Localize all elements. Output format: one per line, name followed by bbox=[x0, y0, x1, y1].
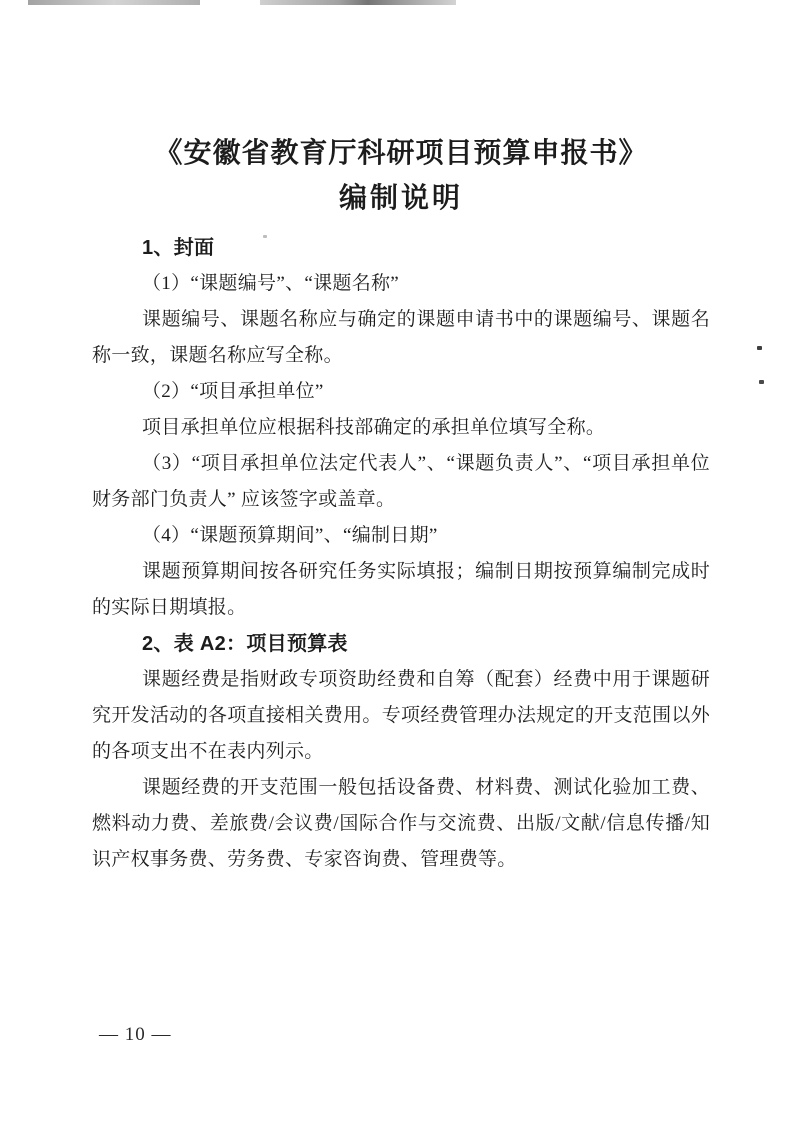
clause-2-paragraph: 项目承担单位应根据科技部确定的承担单位填写全称。 bbox=[142, 417, 606, 438]
budget-scope-paragraph: 课题经费的开支范围一般包括设备费、材料费、测试化验加工费、燃料动力费、差旅费/会议费/国际合作与交流费、出版/文献/信息传播/知识产权事务费、劳务费、专家咨询费、管理费等。 bbox=[92, 777, 710, 870]
clause-1-label: （1）“课题编号”、“课题名称” bbox=[142, 273, 400, 294]
section-heading-budget-table: 2、表 A2：项目预算表 bbox=[142, 633, 348, 655]
clause-4-label: （4）“课题预算期间”、“编制日期” bbox=[142, 525, 438, 546]
clause-3-paragraph: （3）“项目承担单位法定代表人”、“课题负责人”、“项目承担单位财务部门负责人” 应该签字或盖章。 bbox=[92, 453, 710, 510]
page-number: — 10 — bbox=[99, 1024, 172, 1045]
document-title-line2: 编制说明 bbox=[338, 182, 463, 213]
scan-streak-artifact bbox=[260, 0, 456, 5]
document-title-line1: 《安徽省教育厅科研项目预算申报书》 bbox=[154, 137, 648, 168]
clause-1-paragraph: 课题编号、课题名称应与确定的课题申请书中的课题编号、课题名称一致，课题名称应写全称。 bbox=[92, 309, 710, 366]
clause-2-label: （2）“项目承担单位” bbox=[142, 381, 324, 402]
budget-definition-paragraph: 课题经费是指财政专项资助经费和自筹（配套）经费中用于课题研究开发活动的各项直接相关费用。专项经费管理办法规定的开支范围以外的各项支出不在表内列示。 bbox=[92, 669, 710, 762]
section-heading-cover: 1、封面 bbox=[142, 237, 215, 259]
document-title bbox=[92, 130, 710, 220]
scan-streak-artifact bbox=[28, 0, 200, 5]
scan-speck-artifact bbox=[757, 346, 762, 350]
scan-speck-artifact bbox=[759, 380, 764, 384]
document-body bbox=[92, 130, 710, 878]
clause-4-paragraph: 课题预算期间按各研究任务实际填报；编制日期按预算编制完成时的实际日期填报。 bbox=[92, 561, 710, 618]
